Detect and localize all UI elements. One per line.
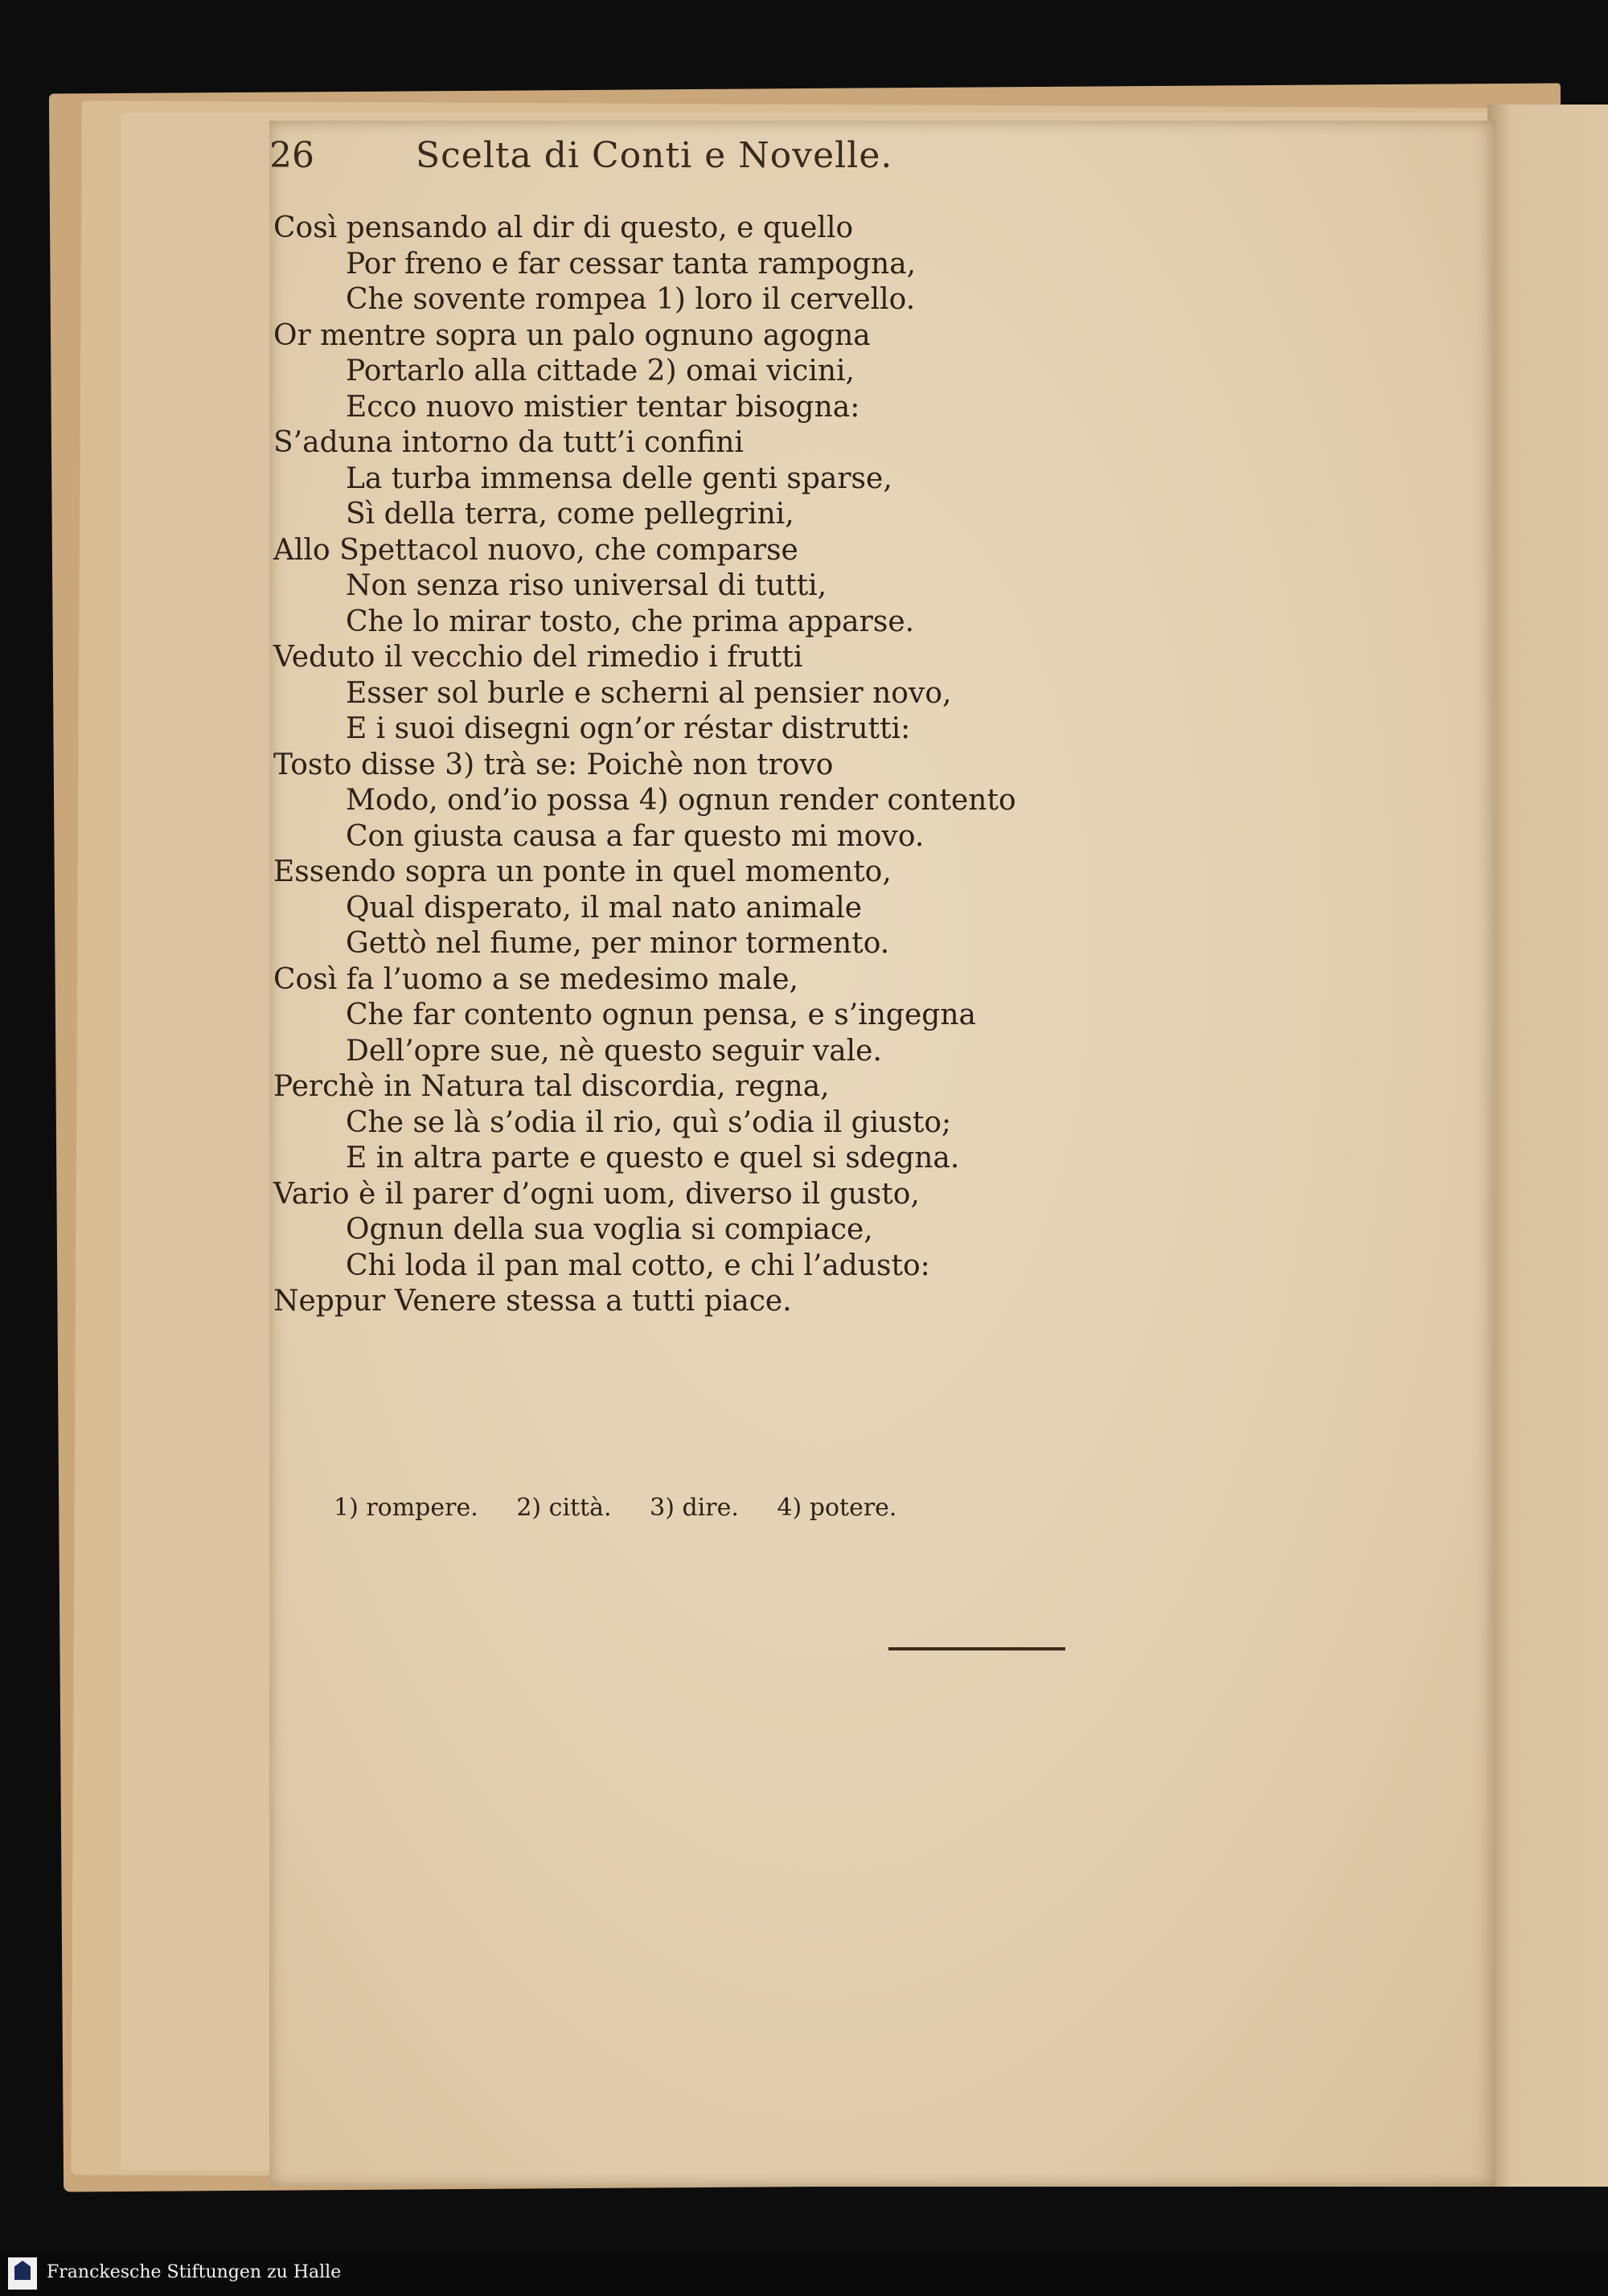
footnote: 4) potere.	[777, 1494, 897, 1522]
poem-line: Chi loda il pan mal cotto, e chi l’adusto:	[346, 1248, 930, 1282]
footnote: 3) dire.	[650, 1494, 739, 1522]
poem-line: Vario è il parer d’ogni uom, diverso il gusto,	[273, 1177, 920, 1211]
poem-line: Essendo sopra un ponte in quel momento,	[273, 855, 892, 888]
poem-line: Portarlo alla cittade 2) omai vicini,	[346, 355, 855, 387]
poem-line: E in altra parte e questo e quel si sdegna.	[346, 1142, 960, 1175]
poem-text	[273, 211, 1359, 1320]
poem-line: S’aduna intorno da tutt’i confini	[273, 426, 744, 459]
poem-line: Non senza riso universal di tutti,	[346, 569, 827, 602]
page-number: 26	[269, 135, 314, 176]
poem-line: Così pensando al dir di questo, e quello	[273, 211, 854, 244]
poem-line: Ecco nuovo mistier tentar bisogna:	[346, 390, 860, 424]
footnote: 2) città.	[516, 1494, 612, 1522]
facing-page-edge	[1487, 105, 1608, 2187]
footnotes	[334, 1494, 927, 1522]
poem-line: Sì della terra, come pellegrini,	[346, 498, 794, 531]
poem-line: Ognun della sua voglia si compiace,	[346, 1213, 873, 1246]
institution-logo-icon	[8, 2257, 37, 2290]
poem-line: Neppur Venere stessa a tutti piace.	[273, 1285, 792, 1318]
poem-line: E i suoi disegni ogn’or réstar distrutti:	[346, 712, 911, 745]
poem-line: Con giusta causa a far questo mi movo.	[346, 819, 925, 853]
poem-line: Tosto disse 3) trà se: Poichè non trovo	[273, 748, 834, 781]
footnote: 1) rompere.	[334, 1494, 478, 1522]
footer-bar	[0, 2253, 1608, 2296]
institution-name: Franckesche Stiftungen zu Halle	[47, 2262, 342, 2282]
logo-mark	[14, 2261, 31, 2280]
poem-line: Esser sol burle e scherni al pensier novo,	[346, 676, 952, 710]
poem-line: Gettò nel fiume, per minor tormento.	[346, 927, 890, 960]
poem-line: Veduto il vecchio del rimedio i frutti	[273, 641, 803, 674]
poem-line: Or mentre sopra un palo ognuno agogna	[273, 318, 871, 352]
poem-line: Che se là s’odia il rio, quì s’odia il giusto;	[346, 1105, 952, 1139]
poem-line: Allo Spettacol nuovo, che comparse	[273, 533, 798, 567]
poem-line: Che far contento ognun pensa, e s’ingegna	[346, 998, 976, 1031]
running-title: Scelta di Conti e Novelle.	[416, 135, 893, 176]
poem-line: Così fa l’uomo a se medesimo male,	[273, 962, 798, 996]
poem-line: Perchè in Natura tal discordia, regna,	[273, 1070, 830, 1103]
section-divider	[888, 1647, 1065, 1650]
poem-line: La turba immensa delle genti sparse,	[346, 461, 892, 495]
poem-line: Por freno e far cessar tanta rampogna,	[346, 247, 917, 281]
poem-line: Qual disperato, il mal nato animale	[346, 891, 863, 925]
poem-line: Che lo mirar tosto, che prima apparse.	[346, 605, 915, 638]
poem-line: Dell’opre sue, nè questo seguir vale.	[346, 1034, 882, 1068]
poem-line: Modo, ond’io possa 4) ognun render contento	[346, 784, 1016, 817]
poem-line: Che sovente rompea 1) loro il cervello.	[346, 283, 916, 316]
